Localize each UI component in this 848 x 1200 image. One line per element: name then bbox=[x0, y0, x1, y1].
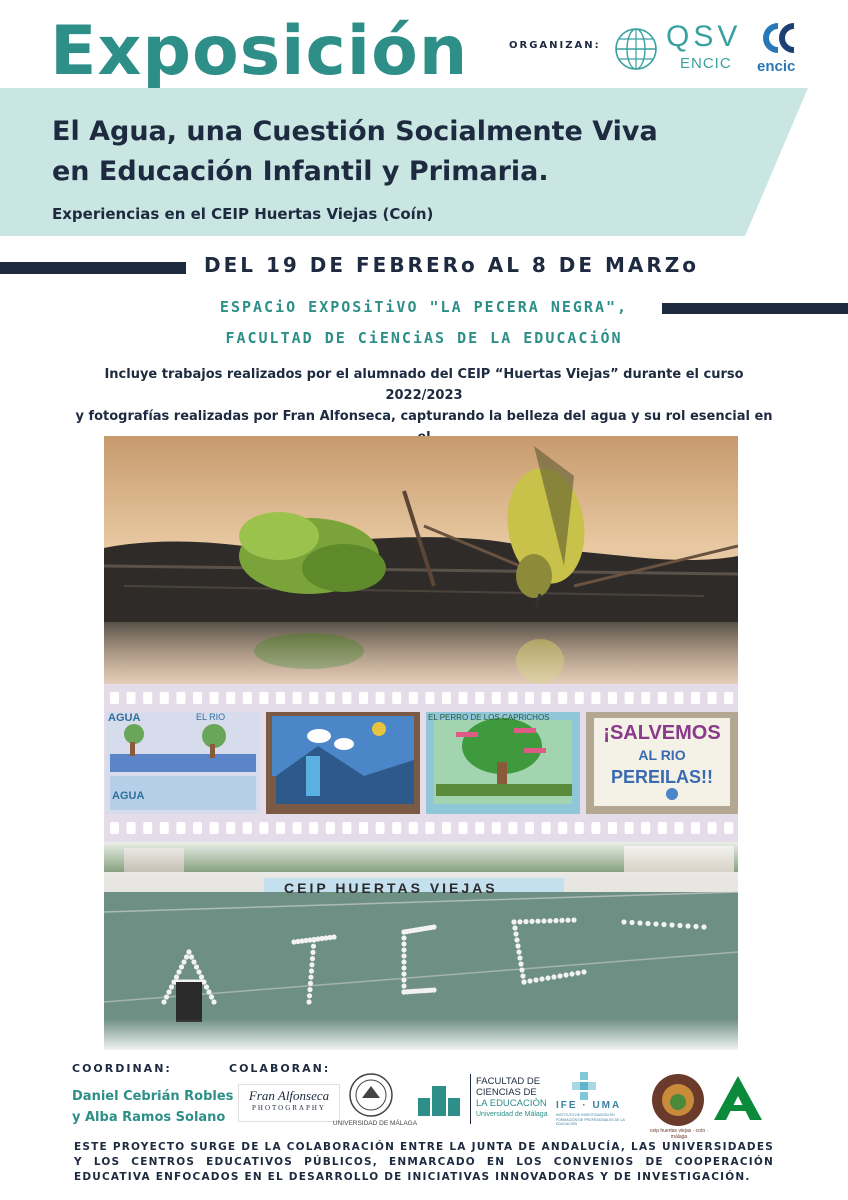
subtitle-line-1: El Agua, una Cuestión Socialmente Viva bbox=[52, 116, 658, 147]
facultad-line-1: FACULTAD DE bbox=[476, 1076, 541, 1087]
film-hole bbox=[210, 692, 219, 704]
film-hole bbox=[127, 692, 136, 704]
film-hole bbox=[691, 692, 700, 704]
school-wall-text: CEIP HUERTAS VIEJAS bbox=[284, 880, 498, 896]
drawing-1-text: AGUA bbox=[108, 712, 141, 724]
coordinators-label: COORDINAN: bbox=[72, 1062, 172, 1075]
decorative-bar-right bbox=[662, 303, 848, 314]
film-hole bbox=[359, 692, 368, 704]
uma-logo-text: UNIVERSIDAD DE MÁLAGA bbox=[332, 1120, 418, 1127]
film-hole bbox=[641, 692, 650, 704]
description-line-2: y fotografías realizadas por Fran Alfonseca, capturando la belleza del agua y su rol esencial en bbox=[75, 409, 773, 424]
sign-line-1: ¡SALVEMOS bbox=[603, 722, 721, 744]
film-hole bbox=[525, 692, 534, 704]
film-hole bbox=[425, 692, 434, 704]
film-hole bbox=[558, 692, 567, 704]
film-hole bbox=[409, 822, 418, 834]
footer-statement: ESTE PROYECTO SURGE DE LA COLABORACIÓN ENTRE LA JUNTA DE ANDALUCÍA, LAS UNIVERSIDADES Y LOS CENTROS EDUCATIVOS PÚBLICOS, ENMARCADO EN LOS CONVENIOS DE COOPERACIÓN EDUCATIVA ENFOCADOS EN EL DESARROLLO DE INICIATIVAS INNOVADORAS Y DE INVESTIGACIÓN. bbox=[74, 1141, 774, 1183]
film-hole bbox=[293, 822, 302, 834]
film-hole bbox=[309, 822, 318, 834]
film-hole bbox=[127, 822, 136, 834]
film-hole bbox=[525, 822, 534, 834]
film-hole bbox=[110, 692, 119, 704]
qsv-logo-text: QSV bbox=[666, 20, 742, 53]
film-hole bbox=[193, 692, 202, 704]
exhibition-title: Exposición bbox=[50, 12, 469, 91]
uma-seal-icon bbox=[348, 1072, 394, 1118]
huertas-badge-text: ceip huertas viejas · coín · málaga bbox=[649, 1128, 709, 1140]
film-hole bbox=[641, 822, 650, 834]
film-hole bbox=[724, 822, 733, 834]
organizers-label: ORGANIZAN: bbox=[509, 40, 601, 51]
drawing-1-text-2: EL RIO bbox=[196, 712, 226, 722]
film-hole bbox=[243, 692, 252, 704]
encic-logo-text: encic bbox=[757, 58, 796, 75]
facultad-logo-text bbox=[476, 1076, 548, 1120]
film-hole bbox=[492, 822, 501, 834]
film-hole bbox=[591, 692, 600, 704]
facultad-divider bbox=[470, 1074, 471, 1124]
experiences-text: Experiencias en el CEIP Huertas Viejas (Coín) bbox=[52, 205, 434, 223]
film-hole bbox=[160, 822, 169, 834]
film-hole bbox=[342, 822, 351, 834]
exhibition-subtitle bbox=[52, 112, 772, 192]
film-hole bbox=[359, 822, 368, 834]
film-hole bbox=[376, 822, 385, 834]
film-hole bbox=[459, 822, 468, 834]
film-hole bbox=[708, 822, 717, 834]
venue-line-1: ESPACiO EXPOSiTiVO "LA PECERA NEGRA", bbox=[219, 298, 629, 316]
film-hole bbox=[658, 692, 667, 704]
bird-drinking-photo bbox=[104, 436, 738, 684]
film-hole bbox=[143, 822, 152, 834]
ceip-huertas-viejas-badge bbox=[650, 1072, 706, 1128]
film-hole bbox=[475, 822, 484, 834]
ife-uma-text: IFE · UMA bbox=[556, 1100, 622, 1111]
film-hole bbox=[508, 822, 517, 834]
film-hole bbox=[276, 692, 285, 704]
film-hole bbox=[293, 692, 302, 704]
collaborators-label: COLABORAN: bbox=[229, 1062, 331, 1075]
film-hole bbox=[625, 692, 634, 704]
film-hole bbox=[425, 822, 434, 834]
protest-sign bbox=[594, 722, 730, 788]
film-hole bbox=[392, 692, 401, 704]
film-hole bbox=[708, 692, 717, 704]
film-hole bbox=[442, 822, 451, 834]
film-hole bbox=[724, 692, 733, 704]
film-hole bbox=[542, 692, 551, 704]
drawing-3-text: EL PERRO DE LOS CAPRICHOS bbox=[428, 713, 550, 722]
film-hole bbox=[226, 692, 235, 704]
decorative-bar-left bbox=[0, 262, 186, 274]
exhibition-dates: DEL 19 DE FEBRERo AL 8 DE MARZo bbox=[204, 253, 700, 277]
ife-uma-grid-icon bbox=[566, 1072, 606, 1100]
film-hole bbox=[542, 822, 551, 834]
drawing-1-text-3: AGUA bbox=[112, 790, 145, 802]
encic-logo-icon bbox=[758, 20, 804, 56]
film-hole bbox=[160, 692, 169, 704]
film-hole bbox=[591, 822, 600, 834]
film-hole bbox=[608, 822, 617, 834]
film-hole bbox=[176, 822, 185, 834]
film-hole bbox=[658, 822, 667, 834]
film-hole bbox=[193, 822, 202, 834]
coordinator-1: Daniel Cebrián Robles bbox=[72, 1089, 234, 1104]
film-hole bbox=[492, 692, 501, 704]
film-hole bbox=[508, 692, 517, 704]
film-hole bbox=[259, 692, 268, 704]
film-hole bbox=[442, 692, 451, 704]
sign-line-2: AL RIO bbox=[638, 747, 686, 763]
film-hole bbox=[259, 822, 268, 834]
film-hole bbox=[176, 692, 185, 704]
film-hole bbox=[392, 822, 401, 834]
film-hole bbox=[376, 692, 385, 704]
film-hole bbox=[459, 692, 468, 704]
coordinator-2: y Alba Ramos Solano bbox=[72, 1110, 226, 1125]
film-hole bbox=[475, 692, 484, 704]
fran-logo-name: Fran Alfonseca bbox=[248, 1088, 330, 1103]
film-hole bbox=[575, 692, 584, 704]
fran-logo-sub: PHOTOGRAPHY bbox=[252, 1104, 326, 1112]
film-hole bbox=[226, 822, 235, 834]
facultad-building-icon bbox=[416, 1080, 464, 1118]
film-hole bbox=[110, 822, 119, 834]
subtitle-line-2: en Educación Infantil y Primaria. bbox=[52, 156, 549, 187]
film-hole bbox=[625, 822, 634, 834]
ife-uma-subtext: INSTITUTO DE INVESTIGACIÓN EN FORMACIÓN DE PROFESIONALES DE LA EDUCACIÓN bbox=[556, 1113, 625, 1126]
facultad-line-4: Universidad de Málaga bbox=[476, 1111, 548, 1118]
film-hole bbox=[210, 822, 219, 834]
description-line-1: Incluye trabajos realizados por el alumnado del CEIP “Huertas Viejas” durante el curso 2022/2023 bbox=[104, 367, 744, 403]
fran-alfonseca-logo bbox=[238, 1084, 340, 1122]
schoolyard-students-photo bbox=[104, 842, 738, 1050]
film-hole bbox=[342, 692, 351, 704]
globe-icon bbox=[613, 26, 659, 72]
venue-line-2: FACULTAD DE CiENCiAS DE LA EDUCACiÓN bbox=[225, 329, 623, 347]
film-hole bbox=[326, 692, 335, 704]
film-hole bbox=[309, 692, 318, 704]
film-hole bbox=[674, 822, 683, 834]
facultad-line-2: CIENCIAS DE bbox=[476, 1087, 537, 1098]
film-hole bbox=[674, 692, 683, 704]
sign-line-3: PEREILAS!! bbox=[610, 767, 713, 787]
film-hole bbox=[409, 692, 418, 704]
junta-andalucia-logo bbox=[712, 1074, 764, 1122]
film-hole bbox=[143, 692, 152, 704]
film-hole bbox=[691, 822, 700, 834]
film-hole bbox=[276, 822, 285, 834]
facultad-line-3: LA EDUCACIÓN bbox=[476, 1098, 547, 1109]
film-hole bbox=[575, 822, 584, 834]
film-hole bbox=[558, 822, 567, 834]
film-hole bbox=[608, 692, 617, 704]
film-hole bbox=[243, 822, 252, 834]
film-hole bbox=[326, 822, 335, 834]
qsv-logo-subtext: ENCIC bbox=[680, 55, 732, 72]
